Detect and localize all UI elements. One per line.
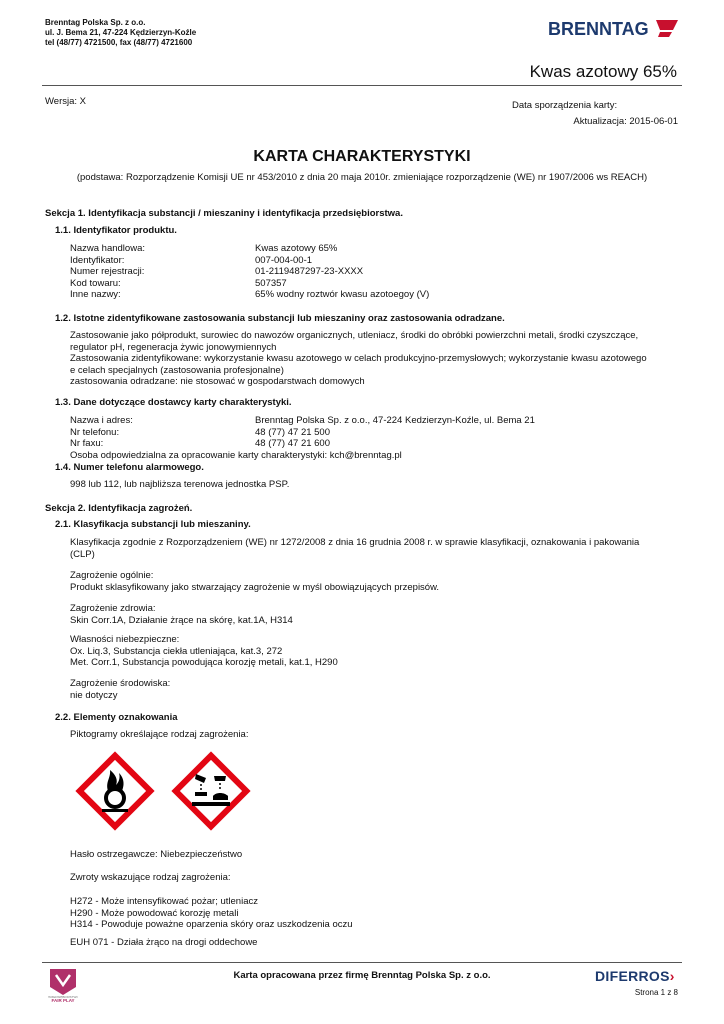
date-label: Data sporządzenia karty: [512, 100, 618, 111]
identifier-key: Inne nazwy: [70, 289, 121, 300]
hazard-statement: H272 - Może intensyfikować pożar; utleniacz [70, 896, 258, 907]
supplier-row [70, 427, 535, 439]
corrosion-icon [168, 748, 254, 839]
hazard-statements [70, 896, 682, 931]
section1-heading: Sekcja 1. Identyfikacja substancji / mieszaniny i identyfikacja przedsiębiorstwa. [45, 208, 403, 219]
identifier-key: Kod towaru: [70, 277, 121, 289]
euh-statement: EUH 071 - Działa żrąco na drogi oddechowe [70, 937, 258, 948]
supplier-key: Nazwa i adres: [70, 415, 133, 426]
hazard-statement: H290 - Może powodować korozję metali [70, 907, 239, 919]
general-hazard-text: Produkt sklasyfikowany jako stwarzający zagrożenie w myśl obowiązujących przepisów. [70, 581, 440, 593]
company-address: ul. J. Bema 21, 47-224 Kędzierzyn-Koźle [45, 28, 197, 37]
company-name: Brenntag Polska Sp. z o.o. [45, 18, 146, 27]
classification-line: (CLP) [70, 548, 95, 560]
identifier-value: 65% wodny roztwór kwasu azotoegoy (V) [255, 289, 430, 300]
company-header [45, 18, 196, 48]
uses-line: e celach specjalnych (zastosowania profesjonalne) [70, 364, 284, 376]
section-1-1-heading: 1.1. Identyfikator produktu. [55, 225, 177, 236]
supplier-value: 48 (77) 47 21 600 [255, 438, 331, 449]
uses-line: Zastosowania zidentyfikowane: wykorzystanie kwasu azotowego w celach produkcyjno-przemysłowych; wykorzystanie kwasu azotowego [70, 353, 647, 364]
env-hazard [70, 678, 682, 701]
identifier-row [70, 278, 429, 290]
health-hazard-label: Zagrożenie zdrowia: [70, 603, 156, 614]
product-title: Kwas azotowy 65% [529, 62, 677, 81]
physical-hazard-label: Własności niebezpieczne: [70, 634, 180, 645]
identifier-list [70, 243, 429, 301]
diferros-arrow-icon: › [669, 968, 675, 984]
uses-text [70, 330, 682, 388]
emergency-number: 998 lub 112, lub najbliższa terenowa jednostka PSP. [70, 479, 290, 490]
physical-hazard-line: Ox. Liq.3, Substancja ciekła utleniająca, kat.3, 272 [70, 645, 283, 657]
version: Wersja: X [45, 96, 87, 107]
company-phones: tel (48/77) 4721500, fax (48/77) 4721600 [45, 38, 193, 47]
env-hazard-text: nie dotyczy [70, 689, 118, 701]
env-hazard-label: Zagrożenie środowiska: [70, 678, 171, 689]
health-hazard [70, 603, 682, 626]
identifier-row [70, 243, 429, 255]
classification-text [70, 537, 682, 560]
general-hazard-label: Zagrożenie ogólnie: [70, 570, 154, 581]
section2-heading: Sekcja 2. Identyfikacja zagrożeń. [45, 503, 193, 514]
header-divider [42, 85, 682, 86]
identifier-value: 007-004-00-1 [255, 254, 313, 266]
supplier-key: Nr faxu: [70, 438, 104, 449]
diferros-logo [595, 968, 675, 984]
identifier-key: Identyfikator: [70, 254, 125, 266]
footer-text: Karta opracowana przez firmę Brenntag Polska Sp. z o.o. [233, 970, 491, 981]
fair-play-text: FAIR PLAY [51, 998, 75, 1003]
identifier-key: Numer rejestracji: [70, 266, 145, 277]
identifier-value: 01-2119487297-23-XXXX [255, 266, 364, 277]
section-2-2-heading: 2.2. Elementy oznakowania [55, 712, 178, 723]
diferros-text: DIFERROS [595, 968, 670, 984]
classification-line: Klasyfikacja zgodnie z Rozporządzeniem (WE) nr 1272/2008 z dnia 16 grudnia 2008 r. w sprawie klasyfikacji, oznakowania i pakowania [70, 537, 640, 548]
supplier-row [70, 438, 535, 450]
supplier-value: Brenntag Polska Sp. z o.o., 47-224 Kedzierzyn-Koźle, ul. Bema 21 [255, 415, 535, 426]
supplier-list [70, 415, 535, 450]
identifier-row [70, 266, 429, 278]
brenntag-logo [548, 16, 680, 45]
identifier-value: Kwas azotowy 65% [255, 243, 338, 254]
section-1-4-heading: 1.4. Numer telefonu alarmowego. [55, 462, 204, 473]
general-hazard [70, 570, 682, 593]
physical-hazard-line: Met. Corr.1, Substancja powodująca korozję metali, kat.1, H290 [70, 657, 338, 668]
health-hazard-text: Skin Corr.1A, Działanie żrące na skórę, kat.1A, H314 [70, 614, 293, 626]
document-title: KARTA CHARAKTERYSTYKI [253, 148, 471, 165]
section-1-2-heading: 1.2. Istotne zidentyfikowane zastosowania substancji lub mieszaniny oraz zastosowania odradzane. [55, 313, 505, 324]
supplier-key: Nr telefonu: [70, 426, 120, 438]
uses-line: zastosowania odradzane: nie stosować w gospodarstwach domowych [70, 376, 365, 387]
physical-hazard [70, 634, 682, 669]
identifier-key: Nazwa handlowa: [70, 243, 145, 254]
signal-word: Hasło ostrzegawcze: Niebezpieczeństwo [70, 849, 243, 860]
hazard-statement: H314 - Powoduje poważne oparzenia skóry oraz uszkodzenia oczu [70, 919, 353, 930]
fair-play-small-text: PRZEDSIĘBIORSTWO [48, 995, 78, 999]
identifier-row [70, 255, 429, 267]
legal-basis: (podstawa: Rozporządzenie Komisji UE nr 453/2010 z dnia 20 maja 2010r. zmieniające rozporządzenie (WE) nr 1907/2006 ws REACH) [76, 172, 648, 183]
logo-text: BRENNTAG [548, 19, 649, 39]
flame-over-circle-icon [72, 748, 158, 839]
pictograms-label: Piktogramy określające rodzaj zagrożenia: [70, 729, 249, 740]
responsible-person: Osoba odpowiedzialna za opracowanie karty charakterystyki: kch@brenntag.pl [70, 450, 402, 461]
page-number: Strona 1 z 8 [634, 988, 678, 997]
supplier-value: 48 (77) 47 21 500 [255, 426, 331, 438]
footer-divider [42, 962, 682, 963]
supplier-row [70, 415, 535, 427]
update-date: Aktualizacja: 2015-06-01 [573, 116, 678, 127]
identifier-value: 507357 [255, 277, 287, 289]
section-1-3-heading: 1.3. Dane dotyczące dostawcy karty charakterystyki. [55, 397, 292, 408]
uses-line: Zastosowanie jako półprodukt, surowiec do nawozów organicznych, utleniacz, środki do obróbki powierzchni metali, środki czyszczące, [70, 330, 639, 341]
section-2-1-heading: 2.1. Klasyfikacja substancji lub mieszaniny. [55, 519, 251, 530]
hazard-statements-label: Zwroty wskazujące rodzaj zagrożenia: [70, 872, 231, 883]
uses-line: regulator pH, regeneracja żywic jonowymiennych [70, 341, 277, 353]
identifier-row [70, 289, 429, 301]
